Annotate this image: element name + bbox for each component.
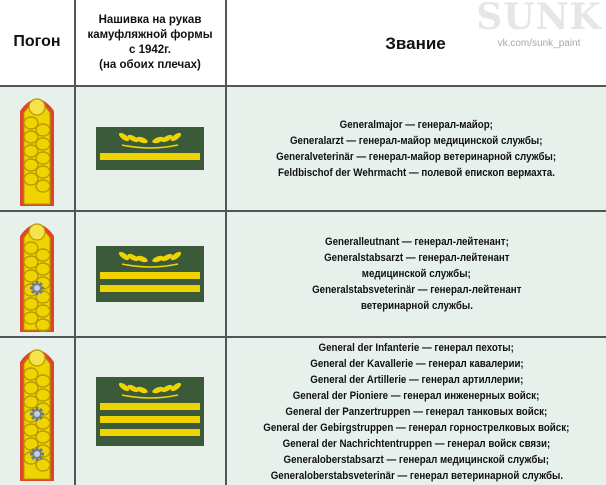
header-rank-label: Звание [385, 34, 446, 53]
rank-title-line: медицинской службы; [361, 268, 472, 280]
rank-title-line: Generalarzt — генерал-майор медицинской службы; [290, 134, 543, 147]
header-strap-label: Погон [13, 33, 61, 50]
rank-title-line: Generalstabsveterinär — генерал-лейтенант [311, 284, 522, 296]
rank-title-line: General der Artillerie — генерал артиллерии; [309, 373, 524, 386]
rank-title-cell [227, 87, 606, 210]
sleeve-patch-image [76, 212, 225, 336]
sleeve-patch-image [76, 338, 225, 485]
row-divider [0, 85, 606, 87]
shoulder-strap-image [0, 87, 74, 210]
rank-title-cell [227, 212, 606, 336]
row-divider [0, 336, 606, 338]
strap-button [29, 99, 45, 115]
rank-row-3 [0, 338, 606, 485]
rank-title-line: ветеринарной службы. [360, 300, 473, 312]
row-divider [0, 210, 606, 212]
shoulder-strap-image [0, 338, 74, 485]
shoulder-strap-cell [0, 338, 74, 485]
rank-title-line: General der Nachrichtentruppen — генерал войск связи; [282, 437, 551, 450]
rank-pip [30, 407, 44, 421]
rank-pip [30, 447, 44, 461]
watermark [476, 0, 602, 50]
header-patch-line: (на обоих плечах) [99, 59, 201, 71]
shoulder-strap-cell [0, 87, 74, 210]
shoulder-strap-image [0, 212, 74, 336]
patch-stripe [100, 403, 200, 410]
patch-stripe [100, 429, 200, 436]
watermark-title: SUNK [476, 0, 602, 38]
rank-title-line: Generaloberstabsarzt — генерал медицинской службы; [283, 453, 550, 466]
column-divider [225, 0, 227, 485]
column-divider [74, 0, 76, 485]
sleeve-patch-image [76, 87, 225, 210]
watermark-subtitle: vk.com/sunk_paint [497, 38, 581, 49]
strap-button [29, 350, 45, 366]
rank-title-line: Generalleutnant — генерал-лейтенант; [324, 236, 509, 248]
patch-stripe [100, 153, 200, 160]
rank-title-line: Generaloberstabsveterinär — генерал ветеринарной службы. [270, 469, 563, 482]
strap-button [29, 224, 45, 240]
rank-title-line: Feldbischof der Wehrmacht — полевой епископ вермахта. [278, 166, 555, 179]
sleeve-patch-cell [76, 212, 225, 336]
patch-stripe [100, 285, 200, 292]
rank-title-line: General der Infanterie — генерал пехоты; [318, 341, 515, 354]
rank-pip [30, 281, 44, 295]
patch-stripe [100, 272, 200, 279]
rank-title-line: Generalstabsarzt — генерал-лейтенант [323, 252, 510, 264]
rank-title-line: Generalmajor — генерал-майор; [339, 118, 494, 131]
rank-title-line: General der Kavallerie — генерал кавалерии; [309, 357, 524, 370]
rank-row-2 [0, 212, 606, 336]
header-patch-cell [74, 0, 225, 85]
rank-title-line: General der Gebirgstruppen — генерал горнострелковых войск; [263, 421, 570, 434]
rank-row-1 [0, 87, 606, 210]
header-patch-line: с 1942г. [128, 44, 171, 56]
header-patch-line: камуфляжной формы [87, 29, 213, 41]
shoulder-strap-cell [0, 212, 74, 336]
sleeve-patch-cell [76, 87, 225, 210]
patch-stripe [100, 416, 200, 423]
rank-title-line: General der Pioniere — генерал инженерных войск; [293, 389, 540, 402]
header-patch-label [76, 13, 224, 73]
header-patch-line: Нашивка на рукав [98, 14, 202, 26]
rank-title-line: Generalveterinär — генерал-майор ветеринарной службы; [276, 150, 557, 163]
header-strap-cell [0, 0, 74, 85]
rank-title-line: General der Panzertruppen — генерал танковых войск; [285, 405, 548, 418]
sleeve-patch-cell [76, 338, 225, 485]
rank-title-cell [227, 338, 606, 485]
